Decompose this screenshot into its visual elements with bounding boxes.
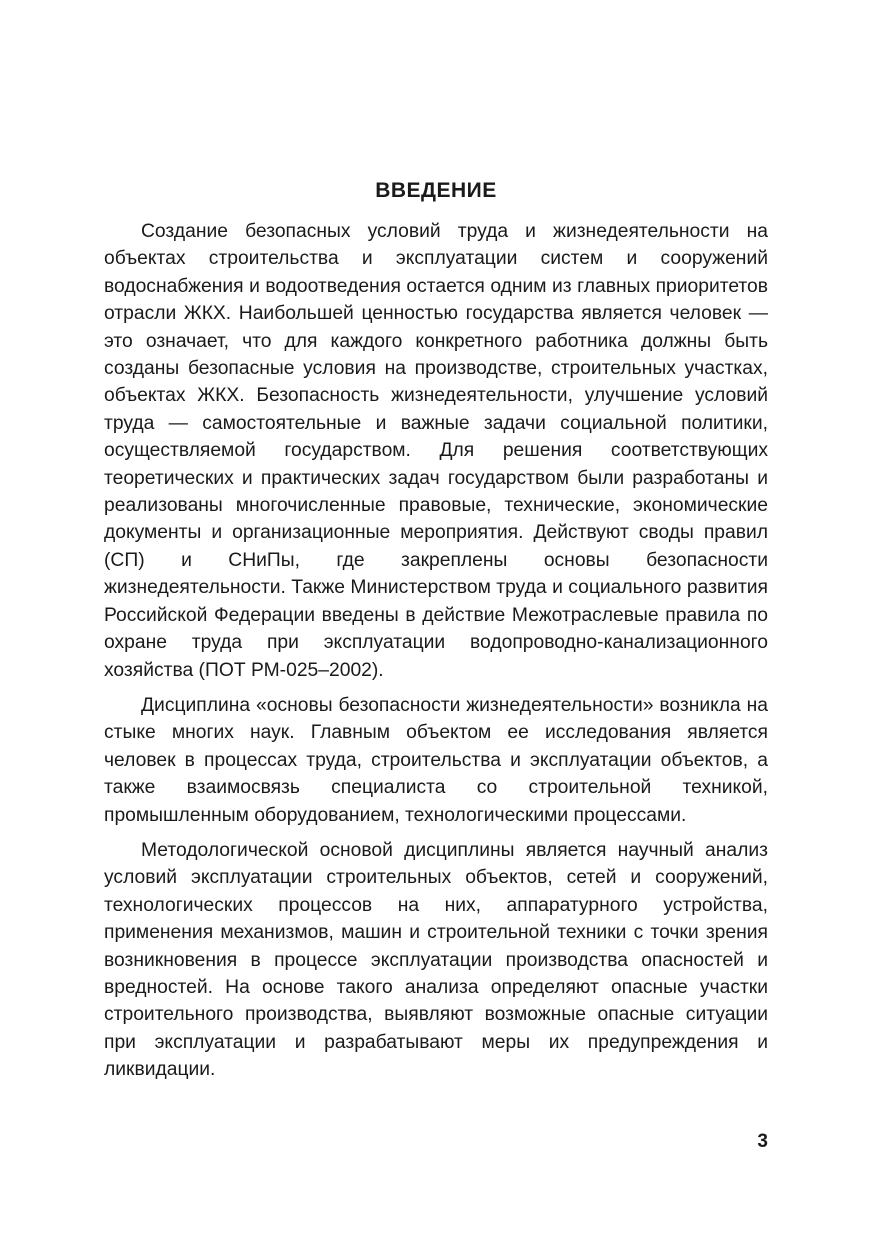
body-text bbox=[104, 218, 768, 1092]
page-number: 3 bbox=[757, 1131, 768, 1152]
paragraph-2: Дисциплина «основы безопасности жизнедеятельности» возникла на стыке многих наук. Главным объектом ее исследования является человек в процессах труда, строительства и эксплуатации объектов, а также взаимосвязь специалиста со строительной техникой, промышленным оборудованием, технологическими процессами. bbox=[104, 694, 768, 826]
chapter-title: ВВЕДЕНИЕ bbox=[375, 179, 497, 202]
paragraph-1: Создание безопасных условий труда и жизнедеятельности на объектах строительства и эксплуатации систем и сооружений водоснабжения и водоотведения остается одним из главных приоритетов отрасли ЖКХ. Наибольшей ценностью государства является человек — это означает, что для каждого конкретного работника должны быть созданы безопасные условия на производстве, строительных участках, объектах ЖКХ. Безопасность жизнедеятельности, улучшение условий труда — самостоятельные и важные задачи социальной политики, осуществляемой государством. Для решения соответствующих теоретических и практических задач государством были разработаны и реализованы многочисленные правовые, технические, экономические документы и организационные мероприятия. Действуют своды правил (СП) и СНиПы, где закреплены основы безопасности жизнедеятельности. Также Министерством труда и социального развития Российской Федерации введены в действие Межотраслевые правила по охране труда при эксплуатации водопроводно-канализационного хозяйства (ПОТ РМ-025–2002). bbox=[104, 221, 768, 681]
paragraph-3: Методологической основой дисциплины является научный анализ условий эксплуатации строительных объектов, сетей и сооружений, технологических процессов на них, аппаратурного устройства, применения механизмов, машин и строительной техники с точки зрения возникновения в процессе эксплуатации производства опасностей и вредностей. На основе такого анализа определяют опасные участки строительного производства, выявляют возможные опасные ситуации при эксплуатации и разрабатывают меры их предупреждения и ликвидации. bbox=[104, 839, 768, 1081]
